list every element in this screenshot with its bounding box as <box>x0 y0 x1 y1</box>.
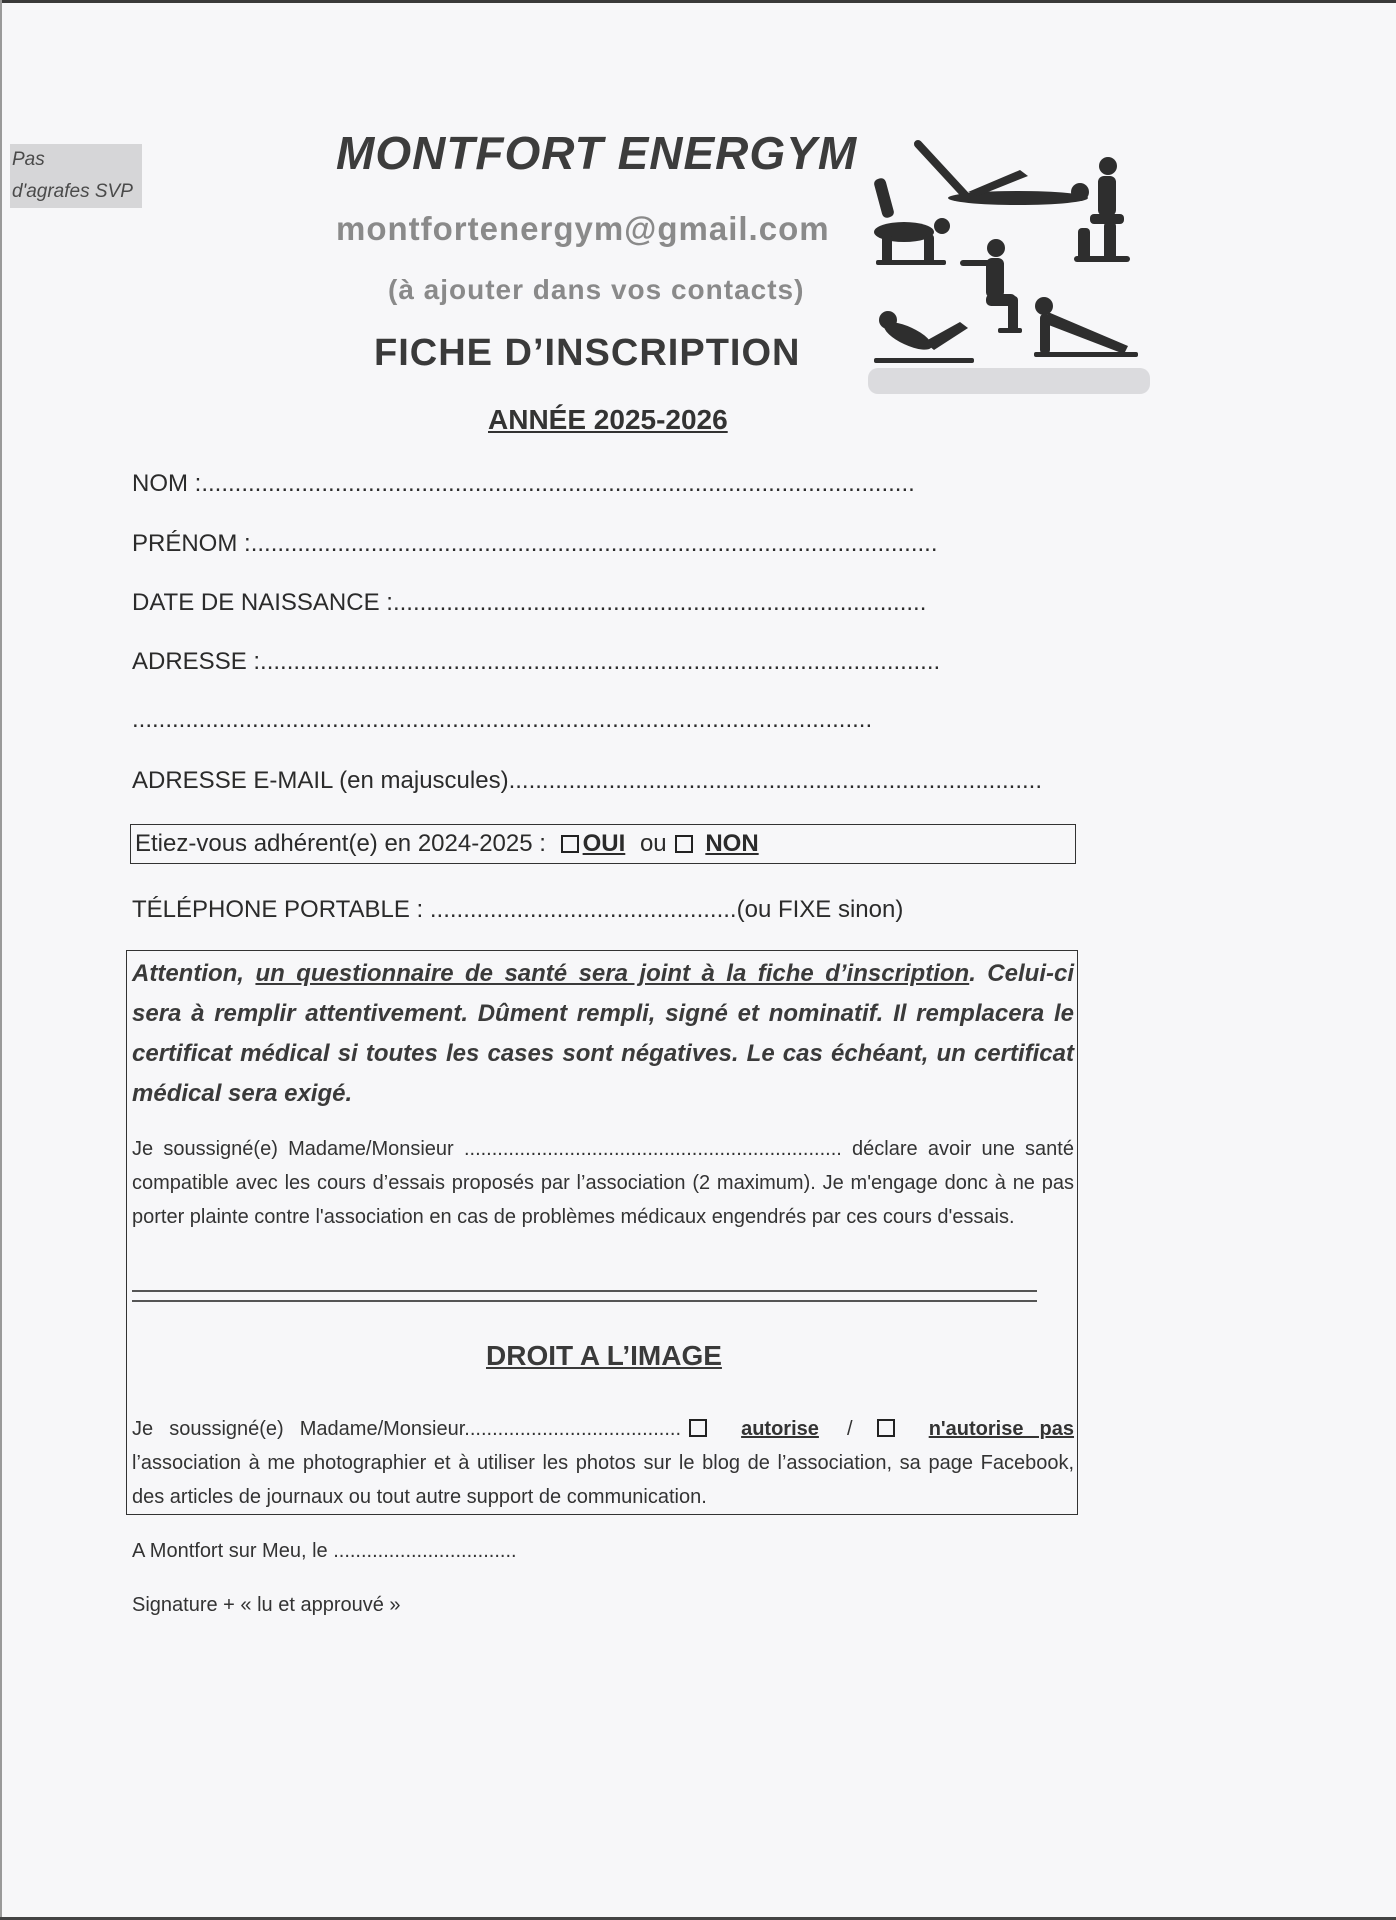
field-prenom-label: PRÉNOM : <box>132 530 251 557</box>
field-email-label: ADRESSE E-MAIL (en majuscules) <box>132 767 509 794</box>
image-rights-text <box>132 1412 1074 1514</box>
field-birth-date[interactable] <box>132 589 926 617</box>
option-non: NON <box>705 830 759 857</box>
staple-note-line2: d'agrafes SVP <box>12 181 133 202</box>
health-warning <box>132 954 1074 1114</box>
field-birth-date-dots: ................................................................................ <box>392 589 927 616</box>
field-telephone[interactable] <box>132 896 903 924</box>
field-adresse-line2[interactable] <box>132 706 872 734</box>
figure-donkey-kick <box>873 177 950 265</box>
checkbox-autorise[interactable] <box>689 1419 707 1437</box>
page-border-left <box>0 0 2 1920</box>
field-nom[interactable] <box>132 470 915 498</box>
health-declaration <box>132 1132 1074 1234</box>
health-warning-rest: . Celui-ci sera à remplir attentivement. Dûment rempli, signé et nominatif. Il remplacera le certificat médical si toutes les cases sont négatives. Le cas échéant, un certificat médical sera exigé. <box>132 960 1074 1107</box>
school-year: ANNÉE 2025-2026 <box>488 404 728 435</box>
field-adresse-line2-dots: ............................................................................................................... <box>132 706 873 733</box>
field-birth-date-label: DATE DE NAISSANCE : <box>132 589 393 616</box>
option-n-autorise: n'autorise pas <box>928 1418 1075 1440</box>
option-or: ou <box>639 830 667 857</box>
signature-label: Signature + « lu et approuvé » <box>132 1594 401 1616</box>
field-adresse-dots: ...................................................................................................... <box>260 648 941 675</box>
health-declaration-start: Je soussigné(e) Madame/Monsieur <box>132 1138 454 1160</box>
field-email-dots: ................................................................................ <box>508 767 1042 794</box>
figure-pushup <box>1034 297 1138 357</box>
fitness-silhouettes-icon <box>868 136 1150 398</box>
place-date-line <box>132 1540 517 1563</box>
image-rights-rest: l’association à me photographier et à utiliser les photos sur le blog de l’association, sa page Facebook, des articles de journaux ou tout autre support de communication. <box>132 1452 1074 1508</box>
figure-kneeling <box>1074 157 1130 262</box>
place-label: A Montfort sur Meu, le <box>132 1540 328 1562</box>
figure-leg-raise <box>918 144 1089 205</box>
adherent-question: Etiez-vous adhérent(e) en 2024-2025 : <box>135 830 546 857</box>
field-telephone-label: TÉLÉPHONE PORTABLE : <box>132 896 424 923</box>
field-nom-dots: ........................................................................................................... <box>201 470 915 497</box>
health-warning-start: Attention, <box>132 960 244 987</box>
option-autorise: autorise <box>741 1418 819 1440</box>
image-rights-start: Je soussigné(e) Madame/Monsieur <box>132 1418 465 1440</box>
form-title: FICHE D’INSCRIPTION <box>374 332 801 374</box>
option-oui: OUI <box>582 830 626 857</box>
checkbox-n-autorise[interactable] <box>877 1419 895 1437</box>
field-email[interactable] <box>132 767 1042 795</box>
field-telephone-suffix: (ou FIXE sinon) <box>736 896 904 923</box>
figure-crunch <box>874 311 974 363</box>
page-border-top <box>0 0 1396 3</box>
checkbox-non[interactable] <box>675 835 693 853</box>
adherent-question-box <box>130 824 1076 864</box>
separator-line <box>132 1290 1037 1302</box>
figure-squat <box>960 239 1022 333</box>
health-declaration-dots[interactable]: .................................................................... <box>463 1138 842 1160</box>
club-email: montfortenergym@gmail.com <box>336 210 830 247</box>
checkbox-oui[interactable] <box>561 835 579 853</box>
image-rights-title: DROIT A L’IMAGE <box>486 1340 722 1371</box>
field-prenom-dots: ....................................................................................................... <box>250 530 938 557</box>
field-nom-label: NOM : <box>132 470 202 497</box>
club-title: MONTFORT ENERGYM <box>336 127 858 179</box>
email-note: (à ajouter dans vos contacts) <box>388 274 805 305</box>
option-separator: / <box>846 1418 853 1440</box>
health-declaration-rest: déclare avoir une santé compatible avec les cours d’essais proposés par l’association (2 maximum). Je m'engage donc à ne pas porter plainte contre l'association en cas de problèmes médicaux engendrés par ces cours d'essais. <box>132 1138 1074 1228</box>
field-telephone-dots: .............................................. <box>429 896 737 923</box>
field-prenom[interactable] <box>132 530 938 558</box>
field-adresse-label: ADRESSE : <box>132 648 261 675</box>
health-warning-underlined: un questionnaire de santé sera joint à la fiche d’inscription <box>255 960 970 987</box>
staple-note-line1: Pas <box>12 149 45 170</box>
field-adresse[interactable] <box>132 648 940 676</box>
place-date-dots[interactable]: ................................. <box>333 1540 517 1562</box>
staple-note <box>10 144 142 208</box>
image-rights-dots[interactable]: ....................................... <box>464 1418 682 1440</box>
